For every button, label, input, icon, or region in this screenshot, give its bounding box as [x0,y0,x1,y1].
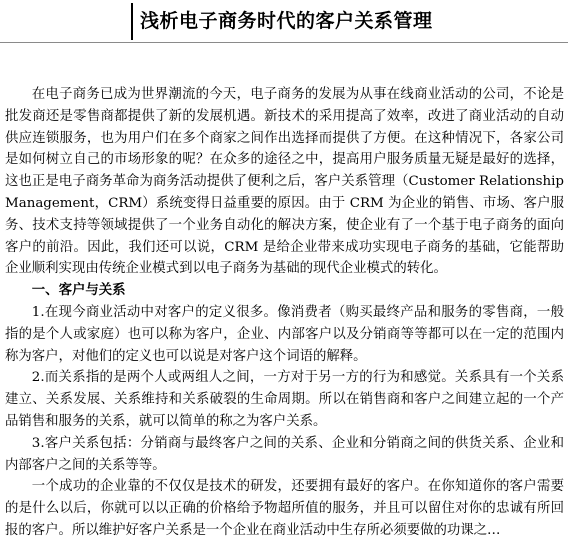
title-bar [0,0,568,43]
body-paragraph: 2.而关系指的是两个人或两组人之间，一方对于另一方的行为和感觉。关系具有一个关系建立、关系发展、关系维持和关系破裂的生命周期。所以在销售商和客户之间建立起的一个产品销售和服务的关系，就可以简单的称之为客户关系。 [5,370,564,429]
body-paragraph: 1.在现今商业活动中对客户的定义很多。像消费者（购买最终产品和服务的零售商，一般指的是个人或家庭）也可以称为客户，企业、内部客户以及分销商等等都可以在一定的范围内称为客户，对他们的定义也可以说是对客户这个词语的解释。 [5,304,564,364]
section-heading: 一、客户与关系 [31,283,126,299]
intro-paragraph: 在电子商务已成为世界潮流的今天，电子商务的发展为从事在线商业活动的公司，不论是批发商还是零售商都提供了新的发展机遇。新技术的采用提高了效率，改进了商业活动的自动供应连锁服务，也为用户们在多个商家之间作出选择而提供了方便。在这种情况下，各家公司是如何树立自己的市场形象的呢？在众多的途径之中，提高用户服务质量无疑是最好的选择，这也正是电子商务革命为商务活动提供了便利之后，客户关系管理（Customer Relationship Management，CRM）系统变得日益重要的原因。由于 CRM 为企业的销售、市场、客户服务、技术支持等领域提供了一个业务自动化的解决方案，使企业有了一个基于电子商务的面向客户的前沿。因此，我们还可以说，CRM 是给企业带来成功实现电子商务的基础，它能帮助企业顺利实现由传统企业模式到以电子商务为基础的现代企业模式的转化。 [5,87,564,277]
article-body [5,84,564,542]
title-divider [131,3,133,40]
page-title: 浅析电子商务时代的客户关系管理 [140,10,433,32]
body-paragraph: 3.客户关系包括：分销商与最终客户之间的关系、企业和分销商之间的供货关系、企业和内部客户之间的关系等等。 [5,435,564,473]
body-paragraph: 一个成功的企业靠的不仅仅是技术的研发，还要拥有最好的客户。在你知道你的客户需要的是什么以后，你就可以以正确的价格给予物超所值的服务，并且可以留住对你的忠诚有所回报的客户。所以维护好客户关系是一个企业在商业活动中生存所必须要做的功课之… [5,479,564,538]
